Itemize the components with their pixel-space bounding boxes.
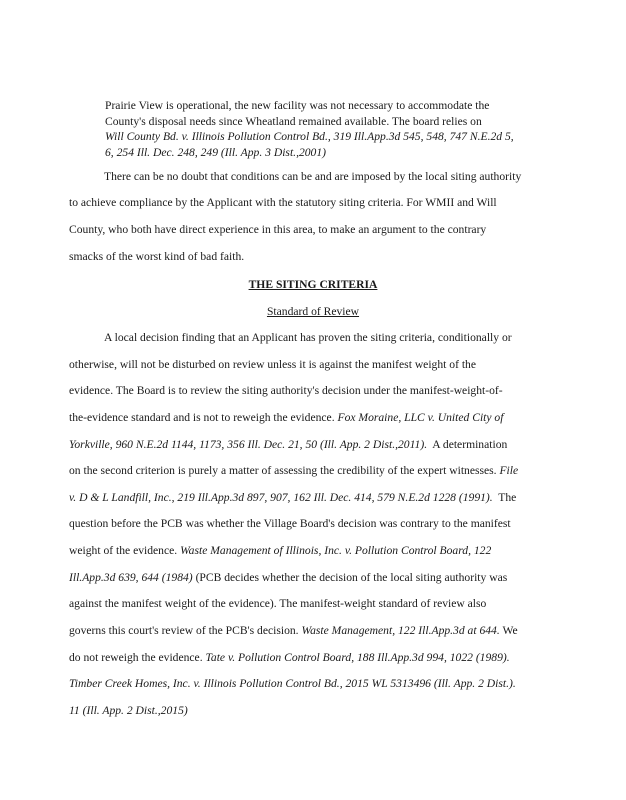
quote-line-citation: 6, 254 Ill. Dec. 248, 249 (Ill. App. 3 Dist.,2001) [105, 145, 327, 159]
paragraph-line: the-evidence standard and is not to reweigh the evidence. Fox Moraine, LLC v. United City of [69, 411, 504, 424]
paragraph-line: question before the PCB was whether the Village Board's decision was contrary to the manifest [69, 517, 511, 530]
subsection-heading: Standard of Review [266, 305, 360, 318]
paragraph-line: A local decision finding that an Applicant has proven the siting criteria, conditionally or [104, 331, 512, 344]
quote-line: County's disposal needs since Wheatland remained available. The board relies on [105, 114, 482, 128]
quote-line-citation: Will County Bd. v. Illinois Pollution Control Bd., 319 Ill.App.3d 545, 548, 747 N.E.2d 5, [105, 130, 514, 144]
paragraph-line: There can be no doubt that conditions can be and are imposed by the local siting authority [104, 170, 522, 183]
paragraph-line: otherwise, will not be disturbed on review unless it is against the manifest weight of the [69, 358, 476, 371]
paragraph-line: County, who both have direct experience in this area, to make an argument to the contrary [69, 223, 487, 236]
section-heading: THE SITING CRITERIA [248, 278, 378, 291]
paragraph-line: 11 (Ill. App. 2 Dist.,2015) [69, 704, 188, 717]
paragraph-line: governs this court's review of the PCB's decision. Waste Management, 122 Ill.App.3d at 644. We [69, 624, 518, 637]
paragraph-line: weight of the evidence. Waste Management of Illinois, Inc. v. Pollution Control Board, 122 [69, 544, 492, 557]
paragraph-line: smacks of the worst kind of bad faith. [69, 250, 245, 263]
paragraph-line: on the second criterion is purely a matter of assessing the credibility of the expert witnesses. File [69, 464, 519, 477]
paragraph-line: Timber Creek Homes, Inc. v. Illinois Pollution Control Bd., 2015 WL 5313496 (Ill. App. 2 Dist.). [69, 677, 516, 690]
paragraph-line: against the manifest weight of the evidence). The manifest-weight standard of review also [69, 597, 487, 610]
paragraph-line: do not reweigh the evidence. Tate v. Pollution Control Board, 188 Ill.App.3d 994, 1022 (1989). [69, 651, 510, 664]
paragraph-line: Yorkville, 960 N.E.2d 1144, 1173, 356 Ill. Dec. 21, 50 (Ill. App. 2 Dist.,2011). A determination [69, 438, 508, 451]
paragraph-line: to achieve compliance by the Applicant with the statutory siting criteria. For WMII and Will [69, 196, 497, 209]
block-quote [105, 98, 514, 160]
paragraph-line: v. D & L Landfill, Inc., 219 Ill.App.3d 897, 907, 162 Ill. Dec. 414, 579 N.E.2d 1228 (1991). The [69, 491, 517, 504]
paragraph-line: evidence. The Board is to review the siting authority's decision under the manifest-weight-of- [69, 384, 503, 397]
quote-line: Prairie View is operational, the new facility was not necessary to accommodate the [105, 99, 490, 112]
paragraph-line: Ill.App.3d 639, 644 (1984) (PCB decides whether the decision of the local siting authority was [69, 571, 508, 584]
